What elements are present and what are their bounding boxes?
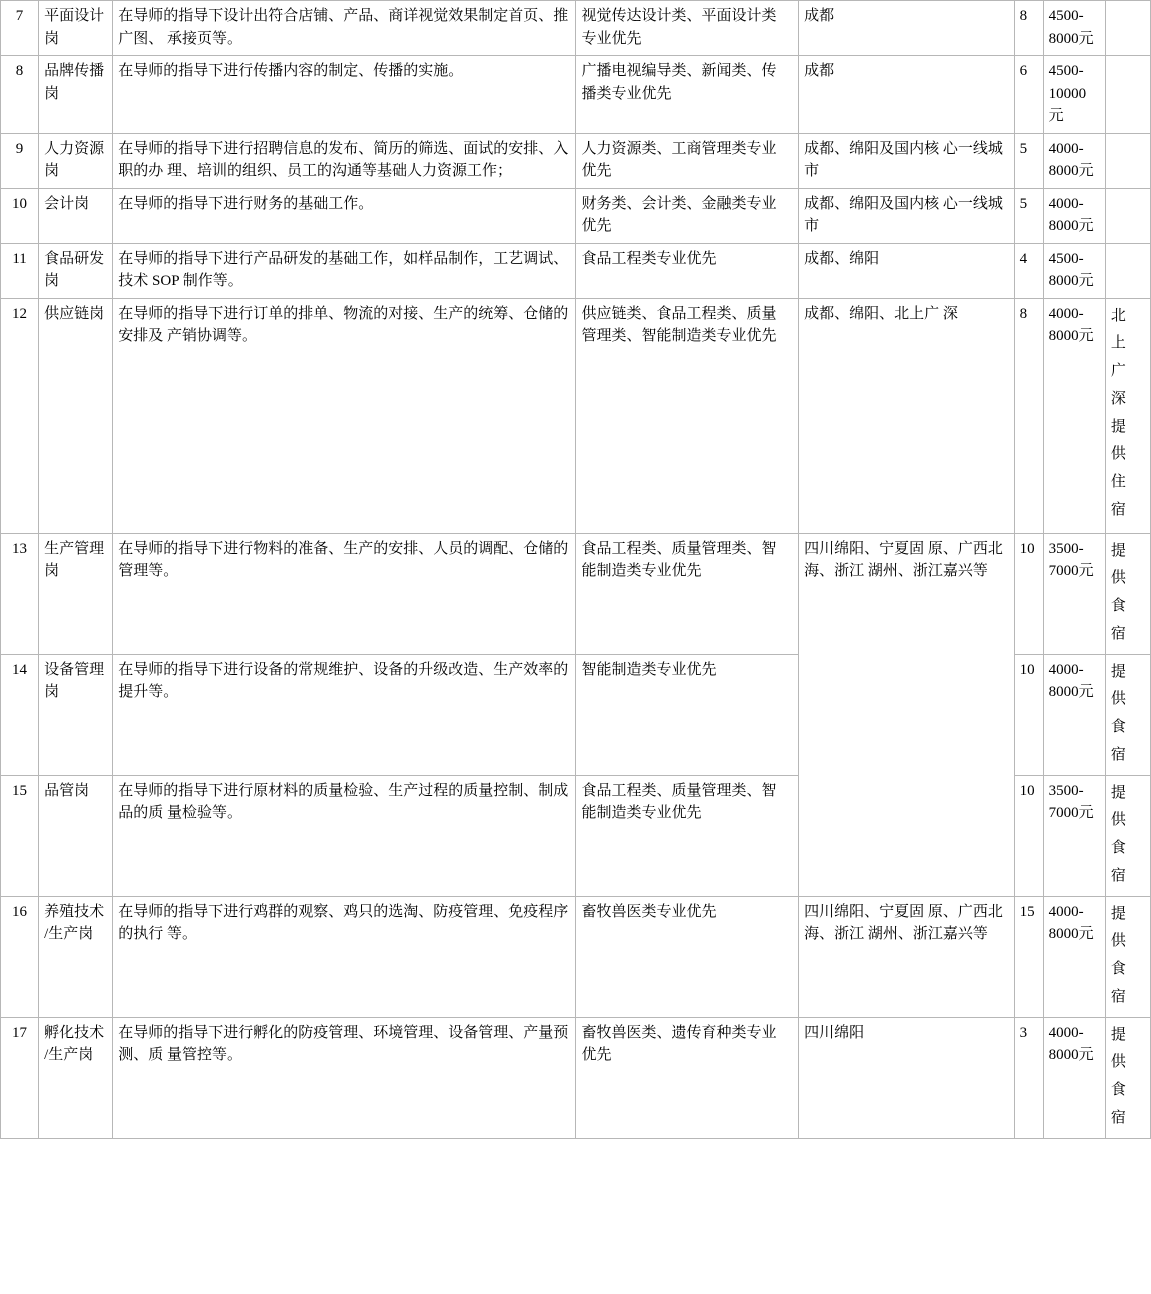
row-duty: 在导师的指导下进行订单的排单、物流的对接、生产的统筹、仓储的安排及 产销协调等。 bbox=[113, 298, 576, 533]
row-city: 成都、绵阳及国内核 心一线城市 bbox=[799, 133, 1015, 188]
row-major: 视觉传达设计类、平面设计类 专业优先 bbox=[576, 1, 799, 56]
table-row bbox=[1, 298, 1151, 533]
row-note bbox=[1105, 243, 1150, 298]
row-num: 10 bbox=[1014, 775, 1043, 896]
row-duty: 在导师的指导下进行传播内容的制定、传播的实施。 bbox=[113, 56, 576, 134]
row-num: 5 bbox=[1014, 188, 1043, 243]
row-post: 品牌传播 岗 bbox=[39, 56, 113, 134]
row-major: 畜牧兽医类专业优先 bbox=[576, 896, 799, 1017]
table-row bbox=[1, 243, 1151, 298]
row-no: 13 bbox=[1, 533, 39, 654]
table-row bbox=[1, 896, 1151, 1017]
row-note-text: 提供食宿 bbox=[1110, 1026, 1126, 1126]
row-no: 12 bbox=[1, 298, 39, 533]
row-note-text: 北上广深提供 住宿 bbox=[1110, 307, 1126, 518]
row-city: 成都 bbox=[799, 56, 1015, 134]
row-note bbox=[1105, 775, 1150, 896]
row-num: 8 bbox=[1014, 1, 1043, 56]
row-num: 6 bbox=[1014, 56, 1043, 134]
row-salary: 3500-7000元 bbox=[1043, 775, 1105, 896]
row-note bbox=[1105, 896, 1150, 1017]
row-no: 8 bbox=[1, 56, 39, 134]
row-duty: 在导师的指导下进行鸡群的观察、鸡只的选淘、防疫管理、免疫程序的执行 等。 bbox=[113, 896, 576, 1017]
row-major: 财务类、会计类、金融类专业 优先 bbox=[576, 188, 799, 243]
row-duty: 在导师的指导下进行产品研发的基础工作，如样品制作，工艺调试、技术 SOP 制作等。 bbox=[113, 243, 576, 298]
row-note-text: 提供食 宿 bbox=[1110, 784, 1126, 884]
row-note-text: 提供食宿 bbox=[1110, 905, 1126, 1005]
row-note-text: 提供食宿 bbox=[1110, 663, 1126, 763]
row-salary: 3500-7000元 bbox=[1043, 533, 1105, 654]
row-no: 14 bbox=[1, 654, 39, 775]
row-major: 智能制造类专业优先 bbox=[576, 654, 799, 775]
row-note bbox=[1105, 188, 1150, 243]
row-city: 成都 bbox=[799, 1, 1015, 56]
row-major: 食品工程类、质量管理类、智 能制造类专业优先 bbox=[576, 775, 799, 896]
row-major: 畜牧兽医类、遗传育种类专业 优先 bbox=[576, 1017, 799, 1138]
row-post: 养殖技术 /生产岗 bbox=[39, 896, 113, 1017]
row-no: 7 bbox=[1, 1, 39, 56]
row-no: 9 bbox=[1, 133, 39, 188]
row-major: 人力资源类、工商管理类专业 优先 bbox=[576, 133, 799, 188]
row-city: 四川绵阳、宁夏固 原、广西北海、浙江 湖州、浙江嘉兴等 bbox=[799, 896, 1015, 1017]
row-note bbox=[1105, 1, 1150, 56]
row-major: 供应链类、食品工程类、质量 管理类、智能制造类专业优先 bbox=[576, 298, 799, 533]
table-row bbox=[1, 533, 1151, 654]
row-note bbox=[1105, 298, 1150, 533]
table-row bbox=[1, 56, 1151, 134]
table-row bbox=[1, 1017, 1151, 1138]
row-num: 8 bbox=[1014, 298, 1043, 533]
row-city: 成都、绵阳、北上广 深 bbox=[799, 298, 1015, 533]
row-salary: 4500-8000元 bbox=[1043, 243, 1105, 298]
row-no: 11 bbox=[1, 243, 39, 298]
row-salary: 4000-8000元 bbox=[1043, 1017, 1105, 1138]
row-duty: 在导师的指导下进行孵化的防疫管理、环境管理、设备管理、产量预测、质 量管控等。 bbox=[113, 1017, 576, 1138]
row-salary: 4000-8000元 bbox=[1043, 298, 1105, 533]
row-post: 供应链岗 bbox=[39, 298, 113, 533]
row-major: 广播电视编导类、新闻类、传 播类专业优先 bbox=[576, 56, 799, 134]
row-num: 15 bbox=[1014, 896, 1043, 1017]
table-row bbox=[1, 1, 1151, 56]
row-post: 品管岗 bbox=[39, 775, 113, 896]
row-duty: 在导师的指导下进行设备的常规维护、设备的升级改造、生产效率的提升等。 bbox=[113, 654, 576, 775]
row-duty: 在导师的指导下进行原材料的质量检验、生产过程的质量控制、制成品的质 量检验等。 bbox=[113, 775, 576, 896]
row-no: 10 bbox=[1, 188, 39, 243]
row-salary: 4500-10000元 bbox=[1043, 56, 1105, 134]
table-row bbox=[1, 133, 1151, 188]
row-post: 设备管理 岗 bbox=[39, 654, 113, 775]
row-post: 人力资源 岗 bbox=[39, 133, 113, 188]
row-note bbox=[1105, 133, 1150, 188]
row-post: 会计岗 bbox=[39, 188, 113, 243]
row-duty: 在导师的指导下进行财务的基础工作。 bbox=[113, 188, 576, 243]
row-salary: 4000-8000元 bbox=[1043, 188, 1105, 243]
row-note bbox=[1105, 533, 1150, 654]
row-major: 食品工程类专业优先 bbox=[576, 243, 799, 298]
row-post: 平面设计 岗 bbox=[39, 1, 113, 56]
row-note bbox=[1105, 56, 1150, 134]
row-salary: 4000-8000元 bbox=[1043, 896, 1105, 1017]
row-city: 成都、绵阳 bbox=[799, 243, 1015, 298]
row-salary: 4000-8000元 bbox=[1043, 654, 1105, 775]
row-no: 16 bbox=[1, 896, 39, 1017]
row-post: 食品研发 岗 bbox=[39, 243, 113, 298]
row-no: 17 bbox=[1, 1017, 39, 1138]
row-duty: 在导师的指导下进行招聘信息的发布、简历的筛选、面试的安排、入职的办 理、培训的组织、员工的沟通等基础人力资源工作； bbox=[113, 133, 576, 188]
row-major: 食品工程类、质量管理类、智 能制造类专业优先 bbox=[576, 533, 799, 654]
row-city: 成都、绵阳及国内核 心一线城市 bbox=[799, 188, 1015, 243]
table-row bbox=[1, 188, 1151, 243]
row-num: 3 bbox=[1014, 1017, 1043, 1138]
row-num: 10 bbox=[1014, 533, 1043, 654]
row-city: 四川绵阳、宁夏固 原、广西北海、浙江 湖州、浙江嘉兴等 bbox=[799, 533, 1015, 896]
row-duty: 在导师的指导下设计出符合店铺、产品、商详视觉效果制定首页、推广图、 承接页等。 bbox=[113, 1, 576, 56]
row-post: 生产管理 岗 bbox=[39, 533, 113, 654]
row-note-text: 提供食宿 bbox=[1110, 542, 1126, 642]
row-city: 四川绵阳 bbox=[799, 1017, 1015, 1138]
row-salary: 4000-8000元 bbox=[1043, 133, 1105, 188]
row-num: 10 bbox=[1014, 654, 1043, 775]
row-note bbox=[1105, 1017, 1150, 1138]
row-duty: 在导师的指导下进行物料的准备、生产的安排、人员的调配、仓储的管理等。 bbox=[113, 533, 576, 654]
row-salary: 4500-8000元 bbox=[1043, 1, 1105, 56]
row-num: 5 bbox=[1014, 133, 1043, 188]
row-num: 4 bbox=[1014, 243, 1043, 298]
row-post: 孵化技术 /生产岗 bbox=[39, 1017, 113, 1138]
row-no: 15 bbox=[1, 775, 39, 896]
row-note bbox=[1105, 654, 1150, 775]
